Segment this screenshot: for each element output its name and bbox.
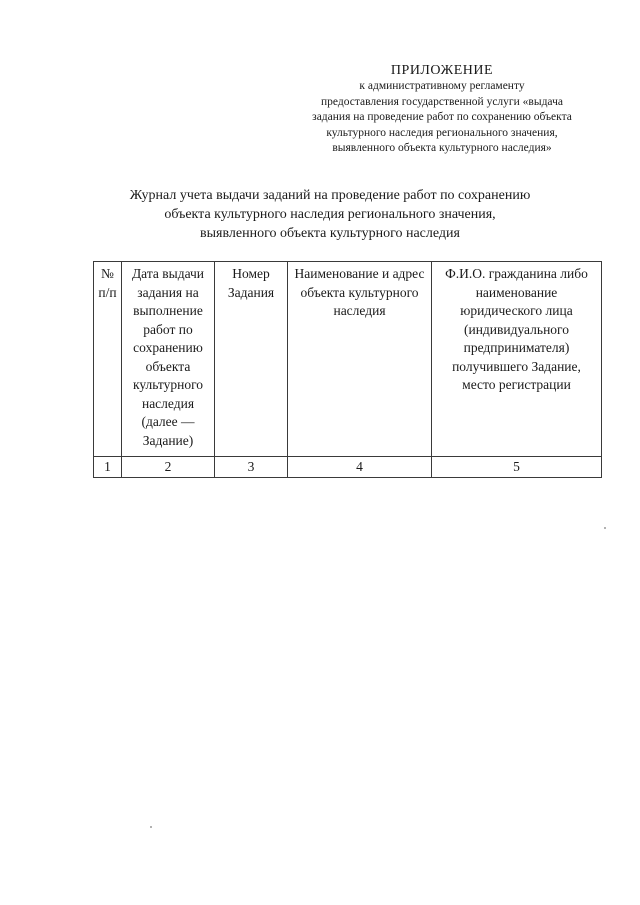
column-header-issue-date: Дата выдачи задания на выполнение работ по сохранению объекта культурного наследия (далее — Задание) bbox=[122, 262, 215, 457]
column-number-cell: 4 bbox=[288, 457, 432, 478]
appendix-line: к административному регламенту bbox=[359, 80, 525, 92]
column-number-cell: 3 bbox=[215, 457, 288, 478]
column-header-number: № п/п bbox=[94, 262, 122, 457]
appendix-line: задания на проведение работ по сохранению объекта bbox=[312, 111, 572, 123]
appendix-line: культурного наследия регионального значения, bbox=[326, 126, 558, 139]
table-header-row bbox=[94, 262, 602, 457]
journal-table bbox=[93, 261, 602, 478]
scan-speck bbox=[604, 527, 606, 529]
appendix-line: предоставления государственной услуги «выдача bbox=[321, 95, 563, 108]
appendix-title: ПРИЛОЖЕНИЕ bbox=[390, 63, 494, 78]
scan-speck bbox=[150, 826, 152, 828]
column-number-cell: 5 bbox=[432, 457, 602, 478]
column-number-cell: 2 bbox=[122, 457, 215, 478]
column-header-object-name-address: Наименование и адрес объекта культурного наследия bbox=[288, 262, 432, 457]
column-number-cell: 1 bbox=[94, 457, 122, 478]
heading-line: Журнал учета выдачи заданий на проведение работ по сохранению bbox=[129, 188, 531, 203]
heading-line: объекта культурного наследия регионального значения, bbox=[164, 207, 496, 222]
heading-line: выявленного объекта культурного наследия bbox=[200, 226, 460, 241]
column-header-task-number: Номер Задания bbox=[215, 262, 288, 457]
appendix-block bbox=[292, 62, 592, 157]
journal-heading bbox=[60, 186, 600, 243]
appendix-line: выявленного объекта культурного наследия» bbox=[332, 142, 552, 154]
column-header-recipient: Ф.И.О. гражданина либо наименование юридического лица (индивидуального предпринимателя) получившего Задание, место регистрации bbox=[432, 262, 602, 457]
column-number-row bbox=[94, 457, 602, 478]
